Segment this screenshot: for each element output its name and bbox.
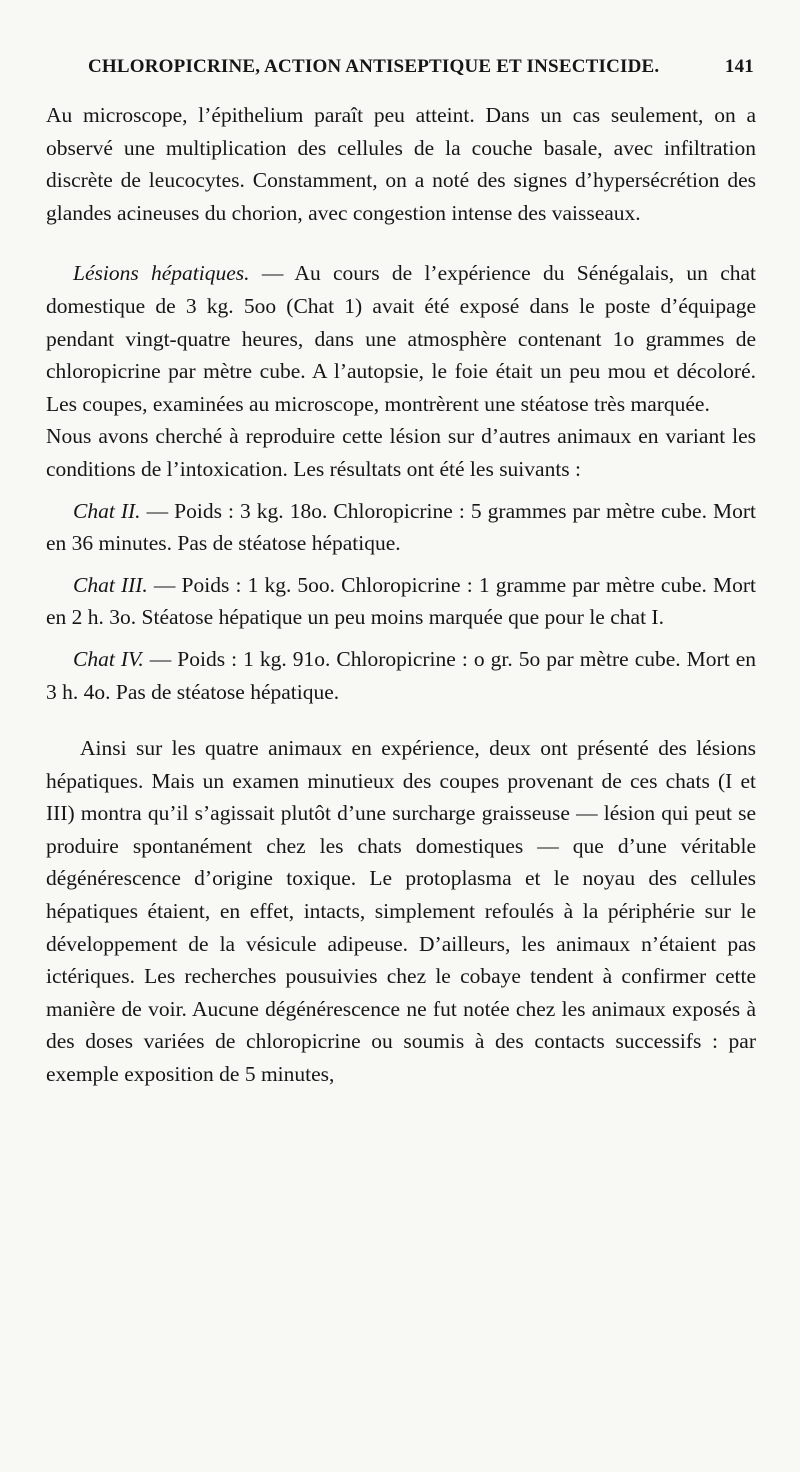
nous-paragraph: Nous avons cherché à reproduire cette lésion sur d’autres animaux en variant les conditions de l’intoxication. Les résultats ont été les suivants : (46, 424, 756, 481)
running-title: CHLOROPICRINE, ACTION ANTISEPTIQUE ET INSECTICIDE. (88, 56, 660, 77)
cat-ii-text: — Poids : 3 kg. 18o. Chloropicrine : 5 grammes par mètre cube. Mort en 36 minutes. Pas de stéatose hépatique. (46, 498, 756, 556)
cat-iv-entry (46, 643, 756, 708)
cat-iv-text: — Poids : 1 kg. 91o. Chloropicrine : o gr. 5o par mètre cube. Mort en 3 h. 4o. Pas de stéatose hépatique. (46, 646, 756, 704)
lesions-paragraph (46, 257, 756, 420)
body-text (46, 99, 756, 1091)
cat-ii-entry (46, 495, 756, 560)
cat-iii-entry (46, 569, 756, 634)
summary-paragraph: Ainsi sur les quatre animaux en expérience, deux ont présenté des lésions hépatiques. Mais un examen minutieux des coupes provenant de ces chats (I et III) montra qu’il s’agissait plutôt d’une surcharge graisseuse — lésion qui peut se produire spontanément chez les chats domestiques — que d’une véritable dégénérescence d’origine toxique. Le protoplasma et le noyau des cellules hépatiques étaient, en effet, intacts, simplement refoulés à la périphérie sur le développement de la vésicule adipeuse. D’ailleurs, les animaux n’étaient pas ictériques. Les recherches pousuivies chez le cobaye tendent à confirmer cette manière de voir. Aucune dégénérescence ne fut notée chez les animaux exposés à des doses variées de chloropicrine ou soumis à des contacts successifs : par exemple exposition de 5 minutes, (46, 736, 756, 1087)
cat-iii-text: — Poids : 1 kg. 5oo. Chloropicrine : 1 gramme par mètre cube. Mort en 2 h. 3o. Stéatose hépatique un peu moins marquée que pour le chat I. (46, 572, 756, 630)
cat-iii-label: Chat III. (73, 572, 148, 597)
page-number: 141 (724, 56, 754, 77)
lesions-text: — Au cours de l’expérience du Sénégalais, un chat domestique de 3 kg. 5oo (Chat 1) avait été exposé dans le poste d’équipage pendant vingt-quatre heures, dans une atmosphère contenant 1o grammes de chloropicrine par mètre cube. A l’autopsie, le foie était un peu mou et décoloré. Les coupes, examinées au microscope, montrèrent une stéatose très marquée. (46, 261, 756, 416)
cat-iv-label: Chat IV. (73, 646, 144, 671)
lesions-label: Lésions hépatiques. (73, 261, 250, 286)
cat-ii-label: Chat II. (73, 498, 141, 523)
running-head (88, 56, 754, 86)
intro-paragraph: Au microscope, l’épithelium paraît peu atteint. Dans un cas seulement, on a observé une multiplication des cellules de la couche basale, avec infiltration discrète de leucocytes. Constamment, on a noté des signes d’hypersécrétion des glandes acineuses du chorion, avec congestion intense des vaisseaux. (46, 103, 756, 225)
